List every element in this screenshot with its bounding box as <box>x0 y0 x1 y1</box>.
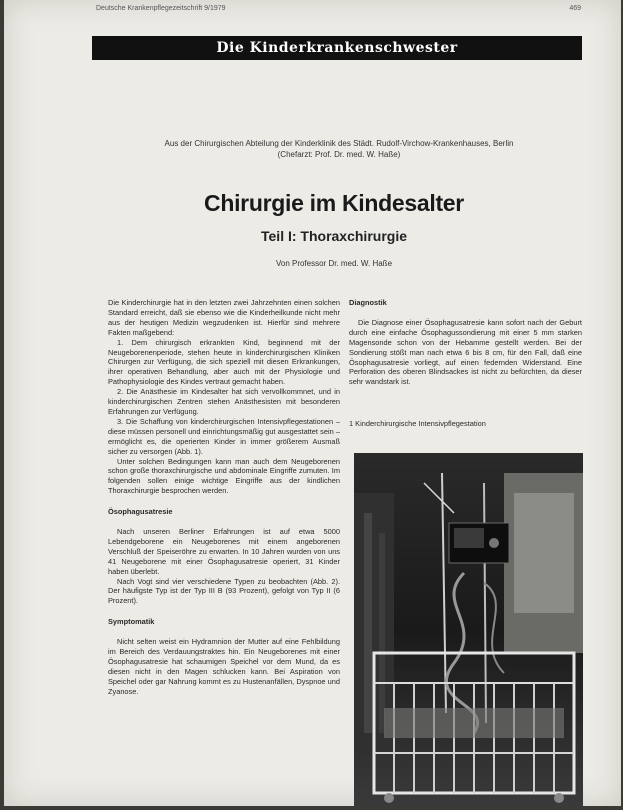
article-subtitle: Teil I: Thoraxchirurgie <box>261 228 407 244</box>
section-heading: Ösophagusatresie <box>108 507 173 517</box>
figure-photo <box>354 453 583 806</box>
running-head: Deutsche Krankenpflegezeitschrift 9/1979 <box>96 5 226 12</box>
left-column <box>108 298 340 697</box>
affiliation <box>104 138 574 160</box>
article-author: Von Professor Dr. med. W. Haße <box>275 259 393 268</box>
icu-photo-illustration <box>354 453 583 806</box>
figure-caption: 1 Kinderchirurgische Intensivpflegestation <box>349 419 486 429</box>
affiliation-line: Aus der Chirurgischen Abteilung der Kinderklinik des Städt. Rudolf-Virchow-Krankenhauses, Berlin <box>164 139 514 148</box>
body-paragraph: Unter solchen Bedingungen kann man auch dem Neugeborenen schon große thoraxchirurgische und abdominale Eingriffe zumuten. Im folgenden sollen einige wichtige Eingriffe aus der kindlichen Thoraxchirurgie besprochen werden. <box>108 456 340 496</box>
body-paragraph: Nach unseren Berliner Erfahrungen ist auf etwa 5000 Lebendgeborene ein Neugeborenes mit einem angeborenen Verschluß der Speiseröhre zu erwarten. In 10 Jahren wurden von uns 41 Neugeborene mit einer Ösophagusatresie operiert, 31 Kinder haben überlebt. <box>108 527 340 576</box>
section-heading: Symptomatik <box>108 617 155 627</box>
body-paragraph: Die Kinderchirurgie hat in den letzten zwei Jahrzehnten einen solchen Standard erreicht, daß sie ebenso wie die Kinderheilkunde nicht mehr aus der heutigen Medizin wegzudenken ist. Hierfür sind mehrere Fakten maßgebend: <box>108 298 340 337</box>
body-paragraph: 2. Die Anästhesie im Kindesalter hat sich vervollkommnet, und in kinderchirurgischen Zentren stehen Anästhesisten mit besonderen Erfahrungen zur Verfügung. <box>108 387 340 416</box>
section-banner: Die Kinderkrankenschwester <box>92 36 582 60</box>
body-paragraph: 3. Die Schaffung von kinderchirurgischen Intensivpflegestationen – diese müssen personell und einrichtungsmäßig gut ausgestattet sein – ermöglicht es, die operierten Kinder in immer größerem Ausmaß sicher zu versorgen (Abb. 1). <box>108 416 340 456</box>
affiliation-chief: (Chefarzt: Prof. Dr. med. W. Haße) <box>277 150 401 159</box>
body-paragraph: Die Diagnose einer Ösophagusatresie kann sofort nach der Geburt durch eine einfache Ösophagussondierung mit einer 5 mm starken Magensonde schon von der Hebamme gestellt werden. Bei der Sondierung stößt man nach etwa 6 bis 8 cm, für den Fall, daß eine Ösophagusatresie vorliegt, auf einen federnden Widerstand. Eine Perforation des oberen Blindsackes ist nicht zu befürchten, da dieser sehr wandstark ist. <box>349 317 582 387</box>
section-heading: Diagnostik <box>349 298 387 307</box>
body-paragraph: Nach Vogt sind vier verschiedene Typen zu beobachten (Abb. 2). Der häufigste Typ ist der Typ III B (93 Prozent), gefolgt von Typ II (6 Prozent). <box>108 576 340 606</box>
right-column <box>349 298 582 429</box>
journal-page <box>4 0 621 806</box>
body-paragraph: Nicht selten weist ein Hydramnion der Mutter auf eine Fehlbildung im Bereich des Verdauungstraktes hin. Ein Neugeborenes mit einer Ösophagusatresie hat schaumigen Speichel vor dem Mund, da es diesen nicht in den Magen schlucken kann. Bei Aspiration von Speichel oder gar Nahrung kommt es zu Hustenanfällen, Dyspnoe und Zyanose. <box>108 637 340 696</box>
page-number: 469 <box>569 5 581 12</box>
body-paragraph: 1. Dem chirurgisch erkrankten Kind, beginnend mit der Neugeborenenperiode, stehen heute in kinderchirurgischen Kliniken Chirurgen zur Verfügung, die sich speziell mit diesen Erkrankungen, ihrer operativen Behandlung, aber auch mit der Physiologie und Pathophysiologie des Kindes vertraut gemacht haben. <box>108 337 340 387</box>
article-title: Chirurgie im Kindesalter <box>204 190 464 216</box>
